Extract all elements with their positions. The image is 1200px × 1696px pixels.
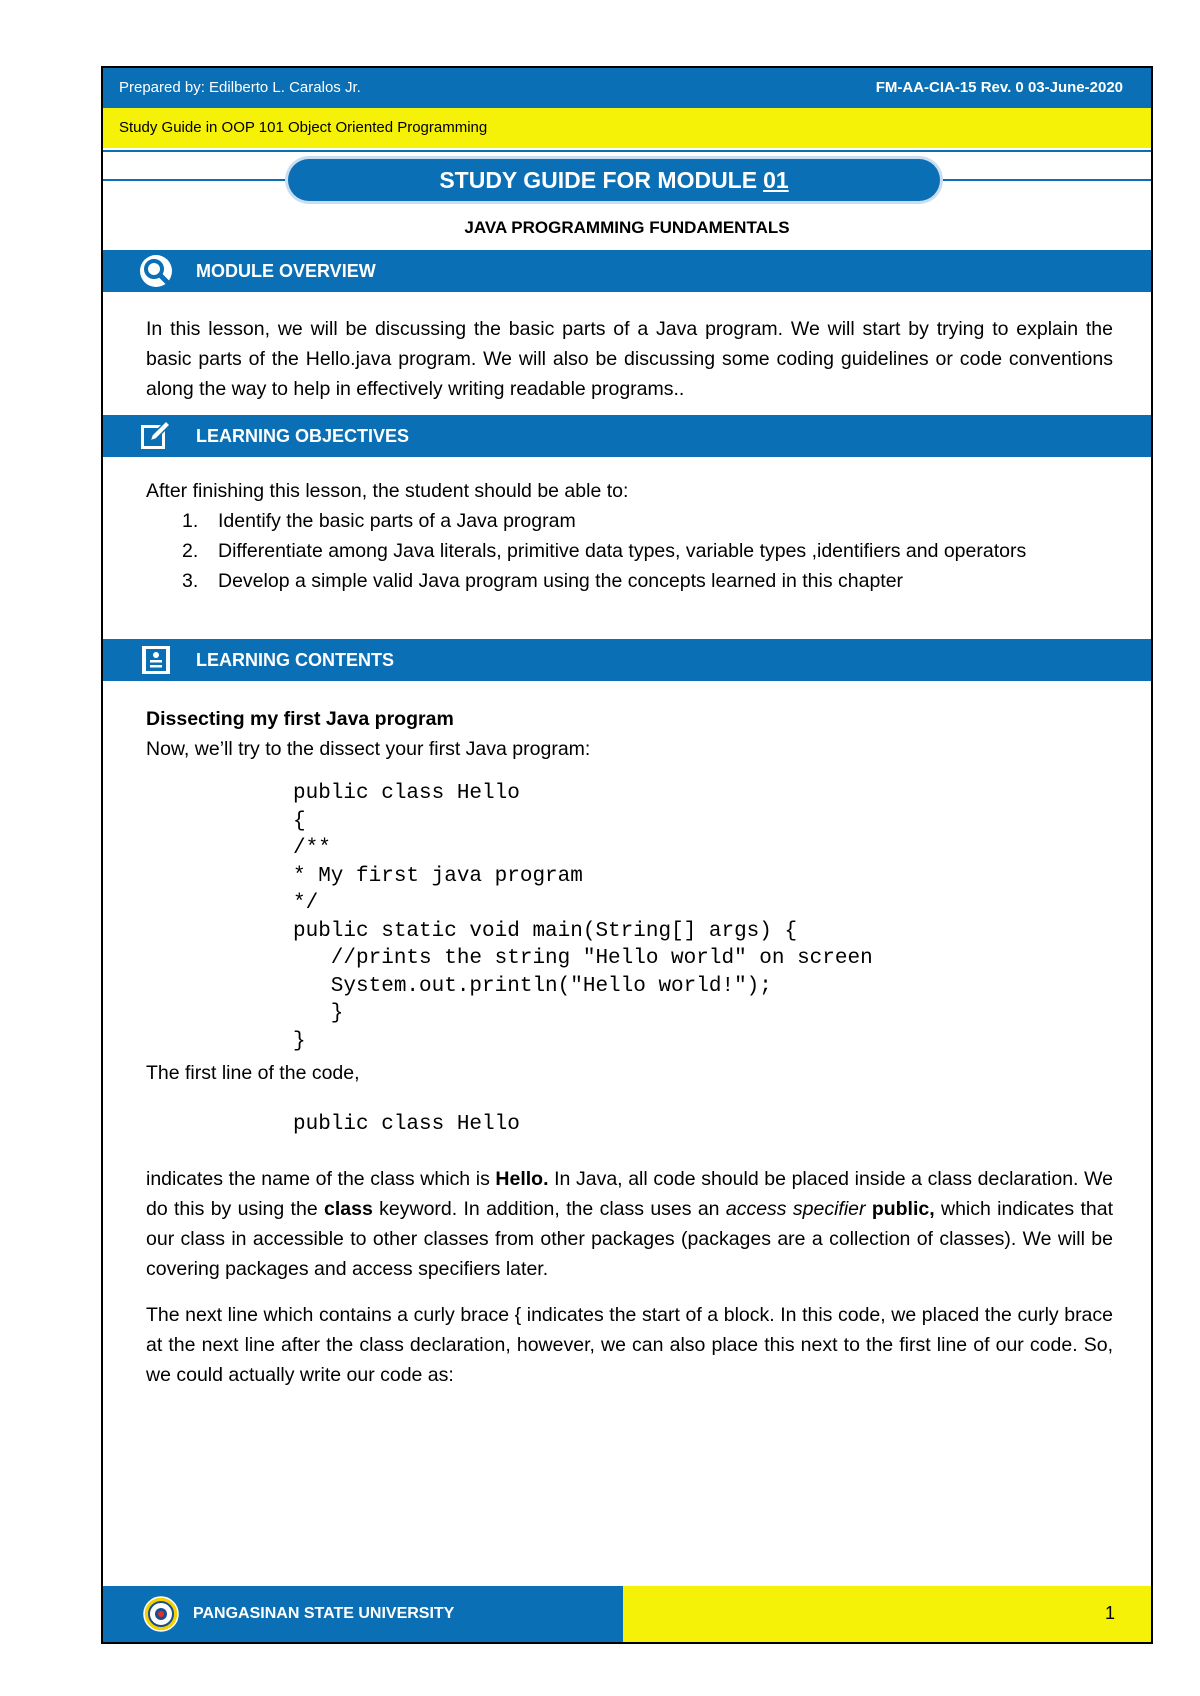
list-item [146, 566, 1113, 596]
course-title: Study Guide in OOP 101 Object Oriented Programming [119, 119, 488, 136]
study-guide-page [101, 66, 1153, 1644]
learning-contents-header [103, 639, 1151, 681]
list-item [146, 536, 1113, 566]
list-item [146, 506, 1113, 536]
learning-objectives-heading: LEARNING OBJECTIVES [196, 426, 410, 446]
section-title: Dissecting my first Java program [146, 708, 454, 730]
magnifier-icon [139, 254, 173, 288]
title-rule-right [935, 179, 1153, 181]
university-name: PANGASINAN STATE UNIVERSITY [193, 1605, 455, 1622]
module-overview-header [103, 250, 1151, 292]
title-rule-left [103, 179, 293, 181]
footer-page-bar [623, 1586, 1151, 1642]
form-code: FM-AA-CIA-15 Rev. 0 03-June-2020 [875, 79, 1123, 96]
list-text: Differentiate among Java literals, primitive data types, variable types ,identifiers and operators [218, 540, 1027, 562]
code-block: public class Hello { /** * My first java program */ public static void main(String[] args) { //prints the string "Hello world" on screen System.out.println("Hello world!"); } } [293, 782, 873, 1053]
list-number: 1. [182, 510, 199, 532]
document-icon [139, 643, 173, 677]
first-line-code: public class Hello [293, 1113, 520, 1136]
header-divider [103, 150, 1151, 152]
course-bar [103, 108, 1151, 148]
class-explanation-paragraph: indicates the name of the class which is Hello. In Java, all code should be placed inside a class declaration. We do this by using the class keyword. In addition, the class uses an access specifier public, which indicates that our class in accessible to other classes from other packages (packages are a collection of classes). We will be covering packages and access specifiers later. [146, 1168, 1113, 1280]
list-text: Develop a simple valid Java program using the concepts learned in this chapter [218, 570, 904, 592]
module-subtitle: JAVA PROGRAMMING FUNDAMENTALS [464, 218, 790, 237]
university-seal-icon [143, 1596, 179, 1632]
footer-university-bar [103, 1586, 625, 1642]
learning-contents-heading: LEARNING CONTENTS [196, 650, 394, 670]
module-number: 01 [763, 167, 789, 193]
objectives-list [146, 506, 1113, 596]
list-text: Identify the basic parts of a Java program [218, 510, 576, 532]
prepared-by: Prepared by: Edilberto L. Caralos Jr. [119, 79, 361, 96]
list-number: 2. [182, 540, 199, 562]
contents-intro-block [146, 704, 1113, 764]
curly-brace-paragraph: The next line which contains a curly brace { indicates the start of a block. In this code, we placed the curly brace at the next line after the class declaration, however, we can also place this next to the first line of our code. So, we could actually write our code as: [146, 1304, 1113, 1386]
learning-objectives-header [103, 415, 1151, 457]
section-intro: Now, we’ll try to the dissect your first Java program: [146, 738, 591, 760]
first-line-intro: The first line of the code, [146, 1062, 360, 1084]
objectives-block [146, 476, 1113, 596]
list-number: 3. [182, 570, 199, 592]
module-title: STUDY GUIDE FOR MODULE [439, 167, 758, 193]
page-number: 1 [1104, 1603, 1115, 1623]
objectives-intro: After finishing this lesson, the student should be able to: [146, 480, 629, 502]
header-top-bar [103, 68, 1151, 108]
module-title-banner [288, 159, 940, 201]
module-overview-heading: MODULE OVERVIEW [196, 261, 376, 281]
overview-text: In this lesson, we will be discussing the basic parts of a Java program. We will start by trying to explain the basic parts of the Hello.java program. We will also be discussing some coding guidelines or code conventions along the way to help in effectively writing readable programs.. [146, 318, 1113, 400]
edit-icon [139, 419, 173, 453]
